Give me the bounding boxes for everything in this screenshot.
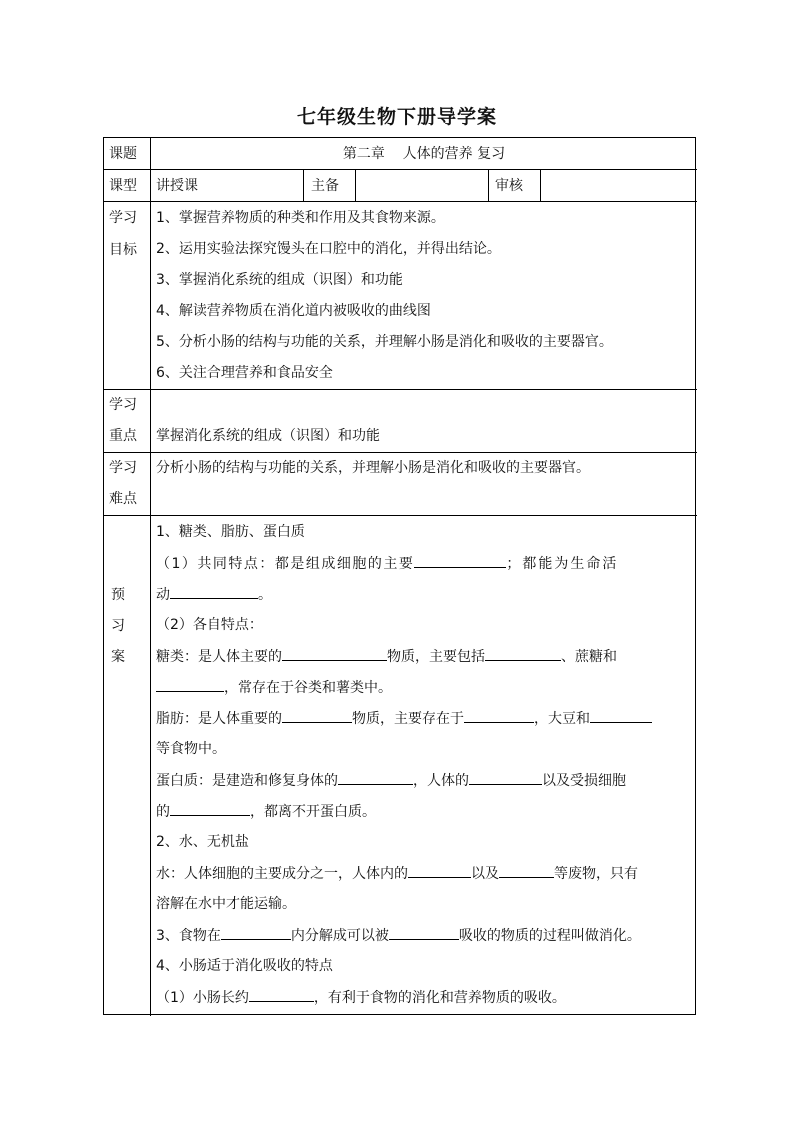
row-divider [104,169,697,170]
row-divider [104,389,697,390]
difficulty-label: 学习 [109,460,137,476]
row-divider [104,515,697,516]
objective-item: 1、掌握营养物质的种类和作用及其食物来源。 [156,210,445,226]
fill-blank[interactable] [282,646,387,661]
fill-blank[interactable] [408,863,471,878]
preparer-label: 主备 [311,178,339,194]
preview-line: 蛋白质：是建造和修复身体的 ，人体的 以及受损细胞 [156,770,626,791]
label-column-divider [150,138,151,1016]
fill-blank[interactable] [338,770,413,785]
preview-line: 4、小肠适于消化吸收的特点 [156,958,333,974]
preview-line: （1）共同特点：都是组成细胞的主要 ；都能为生命活 [156,553,618,574]
fill-blank[interactable] [590,708,652,723]
objective-item: 3、掌握消化系统的组成（识图）和功能 [156,272,403,288]
difficulty-label: 难点 [109,491,137,507]
preview-line: （2）各自特点： [156,617,263,633]
preview-label: 案 [111,649,125,665]
fill-blank[interactable] [469,770,542,785]
fill-blank[interactable] [389,925,459,940]
row-divider [104,201,697,202]
preview-line: 等食物中。 [156,741,226,757]
difficulty-text: 分析小肠的结构与功能的关系，并理解小肠是消化和吸收的主要器官。 [156,460,590,476]
preview-line: 的 ，都离不开蛋白质。 [156,801,376,822]
study-guide-table [103,137,696,1015]
preview-line: 糖类：是人体主要的 物质，主要包括 、蔗糖和 [156,646,617,667]
fill-blank[interactable] [282,708,352,723]
objective-item: 6、关注合理营养和食品安全 [156,365,333,381]
page-title: 七年级生物下册导学案 [296,106,497,128]
preview-line: 2、水、无机盐 [156,834,249,850]
cell-divider [488,169,489,201]
preview-line: 动 。 [156,584,272,605]
fill-blank[interactable] [249,987,314,1002]
lesson-type-label: 课型 [109,178,137,194]
topic-value: 第二章 人体的营养 复习 [342,146,506,162]
objective-item: 5、分析小肠的结构与功能的关系，并理解小肠是消化和吸收的主要器官。 [156,334,613,350]
fill-blank[interactable] [414,553,506,568]
objective-item: 2、运用实验法探究馒头在口腔中的消化，并得出结论。 [156,241,501,257]
preview-line: 溶解在水中才能运输。 [156,896,296,912]
key-point-label: 重点 [109,428,137,444]
preview-line: （1）小肠长约 ，有利于食物的消化和营养物质的吸收。 [156,987,566,1008]
reviewer-label: 审核 [495,178,523,194]
fill-blank[interactable] [156,677,224,692]
objectives-label: 学习 [109,210,137,226]
fill-blank[interactable] [499,863,554,878]
row-divider [104,452,697,453]
cell-divider [303,169,304,201]
preview-line: ，常存在于谷类和薯类中。 [156,677,392,698]
fill-blank[interactable] [170,801,250,816]
lesson-type-value: 讲授课 [156,178,198,194]
fill-blank[interactable] [485,646,561,661]
preview-label: 习 [111,618,125,634]
objectives-label: 目标 [109,242,137,258]
preview-line: 水：人体细胞的主要成分之一，人体内的 以及 等废物，只有 [156,863,638,884]
cell-divider [355,169,356,201]
fill-blank[interactable] [170,584,258,599]
fill-blank[interactable] [464,708,534,723]
preview-label: 预 [111,587,125,603]
objective-item: 4、解读营养物质在消化道内被吸收的曲线图 [156,303,431,319]
preview-line: 1、糖类、脂肪、蛋白质 [156,524,305,540]
key-point-text: 掌握消化系统的组成（识图）和功能 [156,428,380,444]
topic-label: 课题 [109,146,137,162]
preview-line: 脂肪：是人体重要的 物质，主要存在于 ，大豆和 [156,708,652,729]
key-point-label: 学习 [109,397,137,413]
preview-line: 3、食物在 内分解成可以被 吸收的物质的过程叫做消化。 [156,925,641,946]
fill-blank[interactable] [221,925,291,940]
cell-divider [540,169,541,201]
